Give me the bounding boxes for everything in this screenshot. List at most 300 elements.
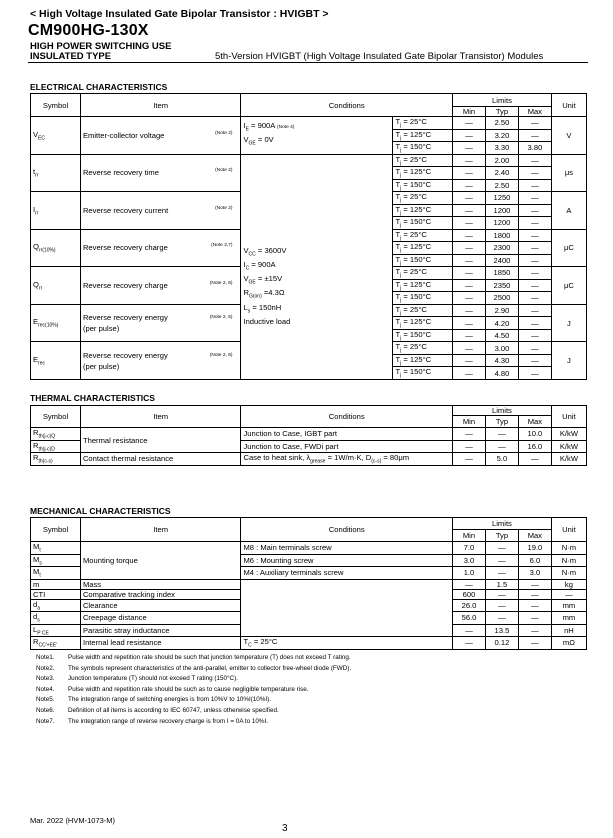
symbol-text: M xyxy=(33,554,40,564)
symbol-cell: $E_{rec}$ xyxy=(31,342,81,380)
max-cell: — xyxy=(518,204,551,217)
item-cell: Clearance xyxy=(80,599,241,612)
unit-cell: μs xyxy=(551,154,586,192)
typ-cell: 1250 xyxy=(485,192,518,205)
temp-value: = 125°C xyxy=(403,242,432,252)
min-cell: — xyxy=(453,154,486,167)
col-symbol: Symbol xyxy=(31,94,81,117)
unit-cell: K/kW xyxy=(551,428,586,441)
min-cell: — xyxy=(453,428,486,441)
item-cell: Contact thermal resistance xyxy=(80,453,241,466)
temp-value: = 150°C xyxy=(403,329,432,339)
symbol-cell xyxy=(31,589,81,599)
symbol-cell xyxy=(31,542,81,555)
note-ref: (Note 2) xyxy=(215,168,233,174)
electrical-title: ELECTRICAL CHARACTERISTICS xyxy=(30,82,168,92)
note-ref: (Note 2, 6) xyxy=(209,280,233,286)
symbol-sub: s xyxy=(37,617,40,624)
note-item xyxy=(36,664,351,675)
unit-cell: V xyxy=(551,117,586,155)
temp-cell: $T_j = 25^\circ C$ xyxy=(393,154,453,167)
symbol-cell: $t_{rr}$ xyxy=(31,154,81,192)
typ-cell: 4.80 xyxy=(485,367,518,380)
symbol-sub: a xyxy=(37,605,41,612)
note-ref: (Note 4) xyxy=(277,124,295,130)
mechanical-table xyxy=(30,517,587,650)
temp-value: = 25°C xyxy=(403,229,427,239)
typ-cell: — xyxy=(485,440,518,453)
unit-cell: mm xyxy=(551,612,586,625)
typ-cell: 2.50 xyxy=(485,179,518,192)
item-label: Reverse recovery charge xyxy=(82,280,168,290)
note-item xyxy=(36,674,351,685)
max-cell: — xyxy=(518,292,551,305)
max-cell: — xyxy=(518,279,551,292)
footer-date: Mar. 2022 (HVM-1073-M) xyxy=(30,816,116,825)
typ-cell: 4.30 xyxy=(485,354,518,367)
note-ref: (Note 2, 5) xyxy=(209,315,233,320)
symbol-text: m xyxy=(33,579,40,589)
max-cell: 10.0 xyxy=(518,428,551,441)
min-cell: — xyxy=(453,292,486,305)
min-cell: — xyxy=(453,229,486,242)
mc-col-item: Item xyxy=(80,518,241,542)
min-cell: — xyxy=(453,453,486,466)
max-cell: 16.0 xyxy=(518,440,551,453)
typ-cell: 2500 xyxy=(485,292,518,305)
max-cell: — xyxy=(518,329,551,342)
max-cell: — xyxy=(518,192,551,205)
typ-cell: 2.40 xyxy=(485,167,518,180)
temp-value: = 150°C xyxy=(403,142,432,152)
mc-col-limits: Limits xyxy=(453,518,552,530)
max-cell: — xyxy=(518,317,551,330)
symbol-cell: $R_{th(j-c)D}$ xyxy=(31,440,81,453)
item-cell: Comparative tracking index xyxy=(80,589,241,599)
table-row xyxy=(31,453,587,466)
symbol-cell: $V_{EC}$ xyxy=(31,117,81,155)
unit-cell: nH xyxy=(551,624,586,637)
table-row xyxy=(31,154,587,167)
min-cell: — xyxy=(453,304,486,317)
min-cell: — xyxy=(453,217,486,230)
min-cell: 56.0 xyxy=(453,612,486,625)
min-cell: — xyxy=(453,179,486,192)
temp-cell: $T_j = 25^\circ C$ xyxy=(393,342,453,355)
temp-cell: $T_j = 150^\circ C$ xyxy=(393,329,453,342)
item-cell: Internal lead resistance xyxy=(80,637,241,650)
symbol-cell: $R_{th(j-c)Q}$ xyxy=(31,428,81,441)
temp-cell: $T_j = 25^\circ C$ xyxy=(393,304,453,317)
unit-cell: J xyxy=(551,342,586,380)
item-label: Reverse recovery energy xyxy=(82,313,168,322)
thermal-table xyxy=(30,405,587,466)
unit-cell: N·m xyxy=(551,554,586,567)
min-cell: — xyxy=(453,142,486,155)
temp-value: = 125°C xyxy=(403,354,432,364)
symbol-sub: CC'+EE' xyxy=(38,642,58,649)
note-item xyxy=(36,706,351,717)
min-cell: 3.0 xyxy=(453,554,486,567)
max-cell: — xyxy=(518,579,551,589)
cond-cell: Junction to Case, FWDi part xyxy=(241,440,453,453)
item-label: Reverse recovery energy xyxy=(82,350,168,360)
th-col-limits: Limits xyxy=(453,406,552,416)
document-title: < High Voltage Insulated Gate Bipolar Transistor : HVIGBT > xyxy=(30,8,329,20)
symbol-cell xyxy=(31,599,81,612)
max-cell: — xyxy=(518,129,551,142)
temp-value: = 150°C xyxy=(403,292,432,302)
typ-cell: — xyxy=(485,542,518,555)
item-cell xyxy=(80,117,241,155)
th-col-min: Min xyxy=(453,416,486,428)
typ-cell: 1200 xyxy=(485,217,518,230)
note-ref: (Note 2,7) xyxy=(211,243,233,249)
temp-cell: $T_j = 125^\circ C$ xyxy=(393,204,453,217)
item-cell: Mounting torque xyxy=(80,542,241,580)
subtitle-type: INSULATED TYPE xyxy=(30,51,112,62)
table-row xyxy=(31,579,587,589)
max-cell: — xyxy=(518,342,551,355)
shared-cond: = 150nH xyxy=(252,302,282,312)
temp-cell: $T_j = 150^\circ C$ xyxy=(393,179,453,192)
typ-cell: 2400 xyxy=(485,254,518,267)
min-cell: — xyxy=(453,267,486,280)
cond-cell: Junction to Case, IGBT part xyxy=(241,428,453,441)
symbol-sub: s xyxy=(39,560,42,567)
max-cell: — xyxy=(518,117,551,130)
col-max: Max xyxy=(518,107,551,117)
max-cell: — xyxy=(518,217,551,230)
subtitle-use: HIGH POWER SWITCHING USE xyxy=(30,41,172,52)
item-cell: Mass xyxy=(80,579,241,589)
unit-cell: N·m xyxy=(551,567,586,580)
symbol-sub: t xyxy=(39,572,41,579)
typ-cell: 1.5 xyxy=(485,579,518,589)
shared-condition-cell: $V_{CC} = 3600V$ $I_C = 900A$ $V_{GE} = \pm 15V$ $R_{G(on)} =4.3\Omega$ $L_s = 150nH$ Inductive load xyxy=(241,154,393,379)
item-label-2: (per pulse) xyxy=(82,324,120,333)
typ-cell: 2.50 xyxy=(485,117,518,130)
symbol-cell xyxy=(31,612,81,625)
typ-cell: 2350 xyxy=(485,279,518,292)
min-cell: — xyxy=(453,342,486,355)
temp-value: = 150°C xyxy=(403,179,432,189)
typ-cell: 5.0 xyxy=(485,453,518,466)
temp-value: = 125°C xyxy=(403,204,432,214)
typ-cell: 3.30 xyxy=(485,142,518,155)
typ-cell: 2.90 xyxy=(485,304,518,317)
symbol-text: CTI xyxy=(33,589,46,599)
note-text: Pulse width and repetition rate should be such that junction temperature (T) does not exceed T rating. xyxy=(68,654,351,661)
min-cell: — xyxy=(453,329,486,342)
typ-cell: — xyxy=(485,589,518,599)
item-cell xyxy=(80,304,241,342)
note-number: Note7. xyxy=(36,717,55,725)
shared-cond: = ±15V xyxy=(257,274,283,284)
temp-value: = 25°C xyxy=(403,304,427,314)
unit-cell: kg xyxy=(551,579,586,589)
note-text: The symbols represent characteristics of the anti-parallel, emitter to collector free-wheel diode (FWD). xyxy=(68,664,352,672)
unit-cell: K/kW xyxy=(551,453,586,466)
symbol-cell xyxy=(31,554,81,567)
note-number: Note3. xyxy=(36,675,55,683)
item-label-2: (per pulse) xyxy=(82,361,120,371)
item-label: Reverse recovery time xyxy=(82,168,159,178)
note-text: The integration range of reverse recovery charge is from I = 0A to 10%I. xyxy=(68,717,269,725)
typ-cell: 4.50 xyxy=(485,329,518,342)
table-row xyxy=(31,428,587,441)
note-item xyxy=(36,695,351,706)
th-col-max: Max xyxy=(518,416,551,428)
shared-cond: = 900A xyxy=(251,259,276,269)
max-cell: 6.0 xyxy=(518,554,551,567)
min-cell: — xyxy=(453,367,486,380)
min-cell: 26.0 xyxy=(453,599,486,612)
temp-value: = 150°C xyxy=(403,367,432,377)
temp-cell: $T_j = 25^\circ C$ xyxy=(393,192,453,205)
typ-cell: 1850 xyxy=(485,267,518,280)
note-number: Note6. xyxy=(36,706,55,714)
item-label: Emitter-collector voltage xyxy=(82,130,165,140)
shared-cond: = 3600V xyxy=(257,245,287,255)
temp-cell: $T_j = 125^\circ C$ xyxy=(393,129,453,142)
typ-cell: — xyxy=(485,599,518,612)
cond-cell: $T_C = 25^\circ C$ xyxy=(241,637,453,650)
item-cell: Parasitic stray inductance xyxy=(80,624,241,637)
cond-ie: 900A xyxy=(257,120,275,130)
min-cell: — xyxy=(453,242,486,255)
min-cell: — xyxy=(453,167,486,180)
max-cell: — xyxy=(518,599,551,612)
temp-cell: $T_j = 25^\circ C$ xyxy=(393,117,453,130)
symbol-text: d xyxy=(33,599,38,609)
min-cell: — xyxy=(453,192,486,205)
temp-value: = 25°C xyxy=(403,117,427,126)
temp-cell: $T_j = 150^\circ C$ xyxy=(393,367,453,380)
min-cell: — xyxy=(453,129,486,142)
symbol-cell: $I_{rr}$ xyxy=(31,192,81,230)
temp-cell: $T_j = 150^\circ C$ xyxy=(393,217,453,230)
symbol-text: d xyxy=(33,612,38,622)
symbol-text: M xyxy=(33,542,40,551)
temp-value: = 125°C xyxy=(403,317,432,327)
model-number: CM900HG-130X xyxy=(28,22,149,39)
page-number: 3 xyxy=(282,823,288,834)
col-limits: Limits xyxy=(453,94,552,107)
min-cell: 600 xyxy=(453,589,486,599)
min-cell: — xyxy=(453,254,486,267)
min-cell: — xyxy=(453,354,486,367)
item-cell xyxy=(80,229,241,267)
temp-cell: $T_j = 25^\circ C$ xyxy=(393,267,453,280)
symbol-cell: $Q_{rr(10\%)}$ xyxy=(31,229,81,267)
unit-cell: μC xyxy=(551,267,586,305)
th-col-symbol: Symbol xyxy=(31,406,81,428)
note-number: Note4. xyxy=(36,685,55,693)
note-ref: (Note 2) xyxy=(215,130,233,136)
max-cell: — xyxy=(518,612,551,625)
item-cell xyxy=(80,154,241,192)
max-cell: — xyxy=(518,242,551,255)
th-col-item: Item xyxy=(80,406,241,428)
item-cell: Thermal resistance xyxy=(80,428,241,453)
typ-cell: — xyxy=(485,428,518,441)
cond-vge: 0V xyxy=(264,135,274,145)
temp-value: = 125°C xyxy=(403,279,432,289)
th-col-typ: Typ xyxy=(485,416,518,428)
item-cell: Creepage distance xyxy=(80,612,241,625)
item-cell xyxy=(80,342,241,380)
table-row xyxy=(31,117,587,130)
cond-cell-empty xyxy=(241,579,453,637)
cond-cell: M4 : Auxiliary terminals screw xyxy=(241,567,453,580)
max-cell: 19.0 xyxy=(518,542,551,555)
max-cell: — xyxy=(518,304,551,317)
symbol-cell xyxy=(31,567,81,580)
typ-cell: 3.20 xyxy=(485,129,518,142)
temp-cell: $T_j = 150^\circ C$ xyxy=(393,254,453,267)
max-cell: — xyxy=(518,179,551,192)
max-cell: — xyxy=(518,267,551,280)
temp-value: = 125°C xyxy=(403,129,432,139)
table-row xyxy=(31,637,587,650)
item-cell xyxy=(80,267,241,305)
unit-cell: J xyxy=(551,304,586,342)
temp-value: = 25°C xyxy=(403,192,427,202)
temp-cell: $T_j = 150^\circ C$ xyxy=(393,292,453,305)
typ-cell: 4.20 xyxy=(485,317,518,330)
typ-cell: 2.00 xyxy=(485,154,518,167)
cond-cell: M6 : Mounting screw xyxy=(241,554,453,567)
th-col-conditions: Conditions xyxy=(241,406,453,428)
max-cell: — xyxy=(518,453,551,466)
symbol-text: L xyxy=(33,624,38,634)
temp-cell: $T_j = 125^\circ C$ xyxy=(393,279,453,292)
max-cell: — xyxy=(518,167,551,180)
min-cell: — xyxy=(453,624,486,637)
min-cell: 7.0 xyxy=(453,542,486,555)
mc-col-min: Min xyxy=(453,530,486,542)
symbol-cell xyxy=(31,579,81,589)
typ-cell: 2300 xyxy=(485,242,518,255)
unit-cell: mΩ xyxy=(551,637,586,650)
note-number: Note5. xyxy=(36,696,55,704)
symbol-sub: t xyxy=(39,547,41,554)
symbol-cell xyxy=(31,637,81,650)
col-item: Item xyxy=(80,94,241,117)
typ-cell: — xyxy=(485,567,518,580)
unit-cell: N·m xyxy=(551,542,586,555)
temp-value: = 25°C xyxy=(403,342,427,352)
min-cell: — xyxy=(453,579,486,589)
min-cell: — xyxy=(453,279,486,292)
symbol-cell: $Q_{rr}$ xyxy=(31,267,81,305)
min-cell: — xyxy=(453,204,486,217)
mechanical-title: MECHANICAL CHARACTERISTICS xyxy=(30,506,171,516)
note-text: Junction temperature (T) should not exceed T rating (150°C). xyxy=(68,675,238,683)
max-cell: — xyxy=(518,589,551,599)
min-cell: — xyxy=(453,317,486,330)
item-cell xyxy=(80,192,241,230)
min-cell: — xyxy=(453,440,486,453)
typ-cell: 1800 xyxy=(485,229,518,242)
max-cell: — xyxy=(518,154,551,167)
item-label: Reverse recovery charge xyxy=(82,243,168,253)
mc-col-typ: Typ xyxy=(485,530,518,542)
col-typ: Typ xyxy=(485,107,518,117)
temp-cell: $T_j = 150^\circ C$ xyxy=(393,142,453,155)
temp-cell: $T_j = 125^\circ C$ xyxy=(393,317,453,330)
note-item xyxy=(36,717,351,728)
note-number: Note1. xyxy=(36,654,55,661)
max-cell: — xyxy=(518,367,551,380)
max-cell: — xyxy=(518,229,551,242)
max-cell: — xyxy=(518,624,551,637)
note-text: The integration range of switching energies is from 10%V to 10%I(10%I). xyxy=(68,696,272,704)
note-item xyxy=(36,685,351,696)
symbol-sub: P CE xyxy=(37,630,49,637)
min-cell: — xyxy=(453,117,486,130)
typ-cell: 0.12 xyxy=(485,637,518,650)
cond-cell: M8 : Main terminals screw xyxy=(241,542,453,555)
temp-cell: $T_j = 125^\circ C$ xyxy=(393,167,453,180)
temp-value: = 125°C xyxy=(403,167,432,177)
symbol-text: R xyxy=(33,637,39,647)
temp-value: = 25°C xyxy=(403,267,427,277)
note-text: Pulse width and repetition rate should be such as to cause negligible temperature rise. xyxy=(68,685,309,693)
min-cell: — xyxy=(453,637,486,650)
mc-col-unit: Unit xyxy=(551,518,586,542)
note-number: Note2. xyxy=(36,664,55,672)
condition-cell: $I_E = 900A$ (Note 4) $V_{GE} = 0V$ xyxy=(241,117,393,155)
typ-cell: 13.5 xyxy=(485,624,518,637)
subtitle-series: 5th-Version HVIGBT (High Voltage Insulated Gate Bipolar Transistor) Modules xyxy=(215,51,544,62)
temp-value: = 150°C xyxy=(403,254,432,264)
symbol-cell: $E_{rec(10\%)}$ xyxy=(31,304,81,342)
min-cell: 1.0 xyxy=(453,567,486,580)
thermal-title: THERMAL CHARACTERISTICS xyxy=(30,393,155,403)
item-label: Reverse recovery current xyxy=(82,205,169,215)
typ-cell: — xyxy=(485,612,518,625)
col-conditions: Conditions xyxy=(241,94,453,117)
notes-list xyxy=(36,653,351,727)
mc-col-max: Max xyxy=(518,530,551,542)
temp-value: = 25°C xyxy=(403,154,427,164)
unit-cell: A xyxy=(551,192,586,230)
col-min: Min xyxy=(453,107,486,117)
shared-cond: Inductive load xyxy=(243,317,291,327)
header-divider xyxy=(28,62,588,63)
unit-cell: mm xyxy=(551,599,586,612)
note-ref: (Note 2) xyxy=(215,205,233,211)
typ-cell: 3.00 xyxy=(485,342,518,355)
mc-col-conditions: Conditions xyxy=(241,518,453,542)
col-unit: Unit xyxy=(551,94,586,117)
symbol-cell xyxy=(31,624,81,637)
note-item xyxy=(36,653,351,664)
unit-cell: μC xyxy=(551,229,586,267)
typ-cell: — xyxy=(485,554,518,567)
unit-cell: — xyxy=(551,589,586,599)
unit-cell: K/kW xyxy=(551,440,586,453)
max-cell: — xyxy=(518,254,551,267)
symbol-text: M xyxy=(33,567,40,577)
electrical-table xyxy=(30,93,587,380)
typ-cell: 1200 xyxy=(485,204,518,217)
note-text: Definition of all items is according to IEC 60747, unless otherwise specified. xyxy=(68,706,279,714)
max-cell: 3.80 xyxy=(518,142,551,155)
th-col-unit: Unit xyxy=(551,406,586,428)
